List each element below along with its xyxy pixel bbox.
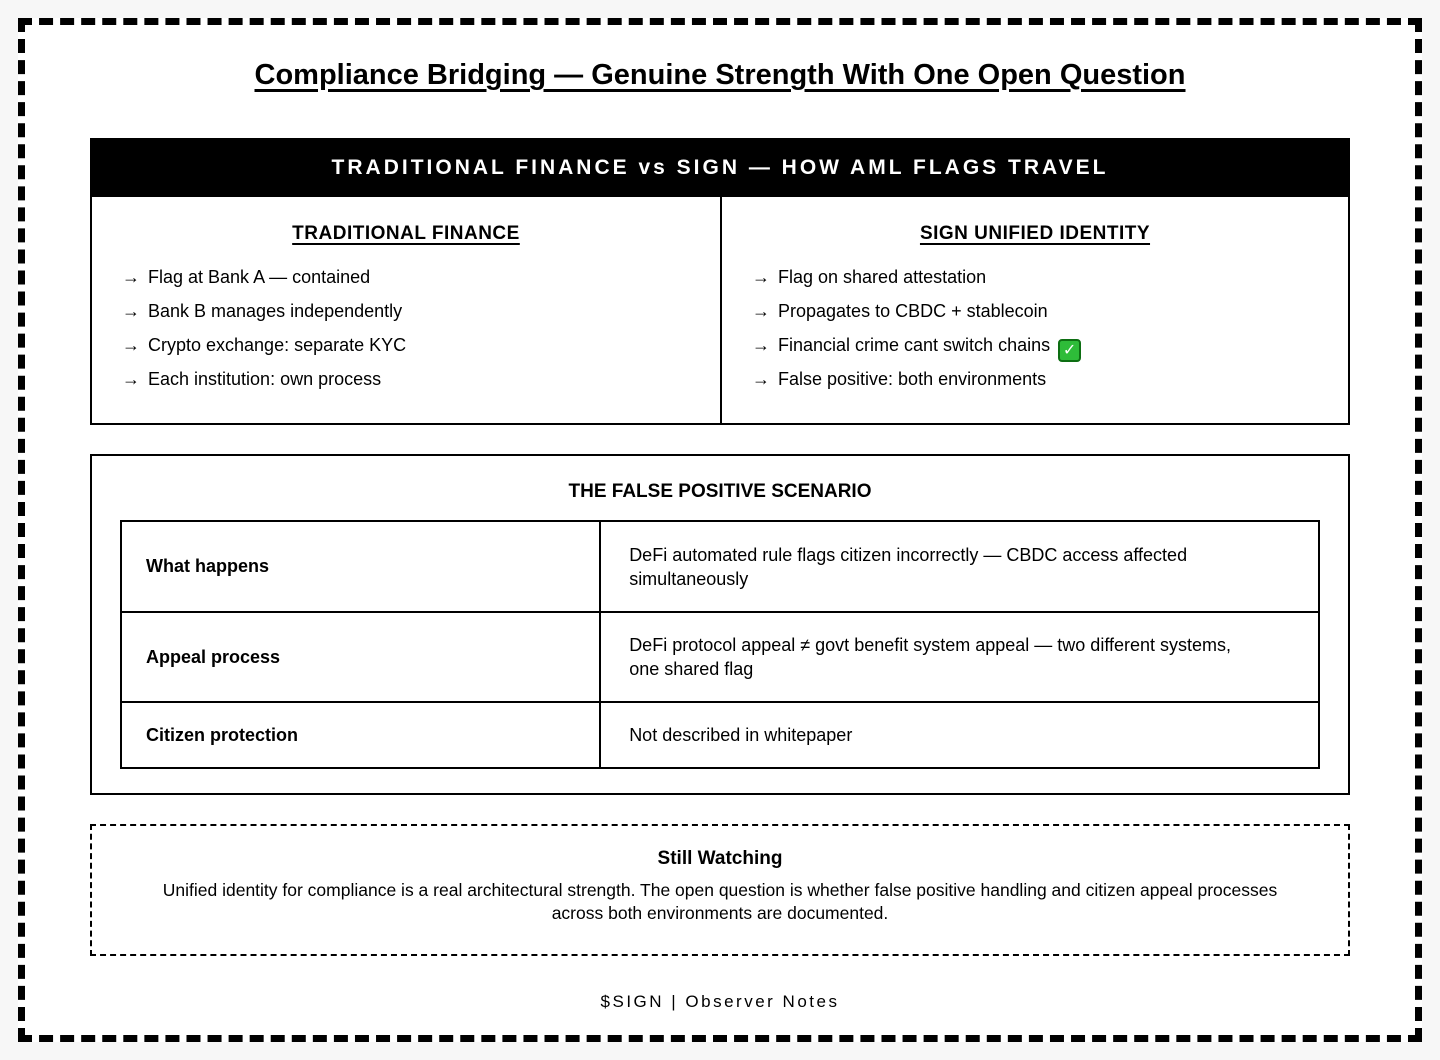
row-label: Appeal process xyxy=(121,612,600,702)
page-title-text: Compliance Bridging — Genuine Strength With One Open Question xyxy=(254,59,1186,91)
still-watching-box xyxy=(90,824,1350,956)
list-item xyxy=(752,294,1348,328)
traditional-finance-list xyxy=(92,260,720,396)
list-item-text: Flag at Bank A — contained xyxy=(148,267,371,287)
sign-unified-identity-heading-text: SIGN UNIFIED IDENTITY xyxy=(919,223,1151,244)
row-label: What happens xyxy=(121,521,600,612)
still-watching-body: Unified identity for compliance is a real architectural strength. The open question is whether false positive handling and citizen appeal processes across both environments are documented. xyxy=(162,880,1278,923)
row-value: DeFi protocol appeal ≠ govt benefit system appeal — two different systems, one shared flag xyxy=(600,612,1319,702)
check-icon: ✓ xyxy=(1058,339,1081,362)
arrow-icon: → xyxy=(752,267,770,287)
still-watching-heading: Still Watching xyxy=(657,848,783,869)
footer xyxy=(25,992,1415,1012)
false-positive-section xyxy=(90,454,1350,795)
arrow-icon: → xyxy=(122,369,140,389)
false-positive-table xyxy=(120,520,1320,769)
table-row xyxy=(121,702,1319,768)
list-item-text: Crypto exchange: separate KYC xyxy=(148,335,407,355)
arrow-icon: → xyxy=(752,369,770,389)
row-label: Citizen protection xyxy=(121,702,600,768)
arrow-icon: → xyxy=(752,301,770,321)
sign-unified-identity-list xyxy=(722,260,1348,396)
row-value: DeFi automated rule flags citizen incorrectly — CBDC access affected simultaneously xyxy=(600,521,1319,612)
table-row xyxy=(121,612,1319,702)
list-item xyxy=(122,294,720,328)
list-item xyxy=(752,260,1348,294)
list-item xyxy=(122,328,720,362)
list-item-text: False positive: both environments xyxy=(778,369,1047,389)
list-item-text: Bank B manages independently xyxy=(148,301,403,321)
list-item-text: Each institution: own process xyxy=(148,369,382,389)
table-row xyxy=(121,521,1319,612)
page-title xyxy=(25,59,1415,92)
list-item-text: Propagates to CBDC + stablecoin xyxy=(778,301,1048,321)
traditional-finance-heading-text: TRADITIONAL FINANCE xyxy=(292,223,520,244)
false-positive-heading: THE FALSE POSITIVE SCENARIO xyxy=(568,481,872,502)
list-item xyxy=(752,362,1348,396)
traditional-finance-heading xyxy=(92,223,720,245)
traditional-finance-column xyxy=(92,197,720,423)
arrow-icon: → xyxy=(752,335,770,355)
arrow-icon: → xyxy=(122,335,140,355)
footer-text: $SIGN | Observer Notes xyxy=(600,992,840,1011)
comparison-section xyxy=(90,138,1350,425)
arrow-icon: → xyxy=(122,301,140,321)
comparison-header-bar xyxy=(90,138,1350,197)
comparison-columns xyxy=(90,197,1350,425)
arrow-icon: → xyxy=(122,267,140,287)
document-page xyxy=(18,18,1422,1042)
list-item-text: Financial crime cant switch chains xyxy=(778,335,1051,355)
list-item xyxy=(122,362,720,396)
sign-unified-identity-heading xyxy=(722,223,1348,245)
comparison-header-label: TRADITIONAL FINANCE vs SIGN — HOW AML FLAGS TRAVEL xyxy=(331,155,1109,179)
list-item-text: Flag on shared attestation xyxy=(778,267,987,287)
row-value: Not described in whitepaper xyxy=(600,702,1319,768)
sign-unified-identity-column xyxy=(720,197,1348,423)
list-item xyxy=(122,260,720,294)
list-item xyxy=(752,328,1348,362)
